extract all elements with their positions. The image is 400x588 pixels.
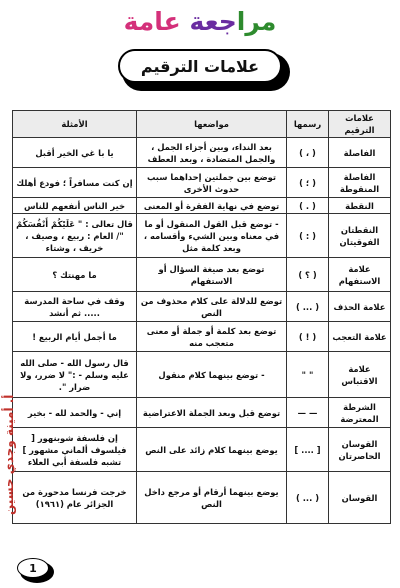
rule-name: الفاصلة: [329, 138, 391, 168]
rule-example: ما أجمل أيام الربيع !: [13, 322, 137, 352]
table-row: [13, 472, 391, 524]
rule-example: يا با غي الخير أقبل: [13, 138, 137, 168]
col-header-symbol: رسمها: [287, 111, 329, 138]
rule-usage: توضع بعد كلمة أو جملة أو معنى متعجب منه: [137, 322, 287, 352]
rule-usage: يوضع بينهما أرقام أو مرجع داخل النص: [137, 472, 287, 524]
section-badge: [118, 49, 282, 83]
table-row: [13, 214, 391, 258]
rule-name: القوسان الحاصرتان: [329, 428, 391, 472]
rule-usage: توضع بين جملتين إحداهما سبب حدوث الأخرى: [137, 168, 287, 198]
rule-symbol: " ": [287, 352, 329, 398]
rule-name: علامة الحذف: [329, 292, 391, 322]
rule-example: وقف في ساحة المدرسة ..... ثم أنشد: [13, 292, 137, 322]
section-badge-label: علامات الترقيم: [140, 56, 260, 76]
page-number: [17, 558, 49, 578]
page-title: [0, 4, 400, 40]
rule-usage: يوضع بينهما كلام زائد على النص: [137, 428, 287, 472]
rule-symbol: ( . ): [287, 198, 329, 214]
table-row: [13, 322, 391, 352]
rule-usage: - توضع قبل القول المنقول أو ما في معناه وبين الشيء وأقسامه ، وبعد كلمة مثل: [137, 214, 287, 258]
rule-name: علامة الاقتباس: [329, 352, 391, 398]
rule-symbol: ( ؟ ): [287, 258, 329, 292]
rule-example: ما مهنتك ؟: [13, 258, 137, 292]
table-row: [13, 428, 391, 472]
rule-example: قال تعالى : " عَلَيْكُمْ أَنْفُسَكُمْ "/ العام : ربيع ، وصيف ، خريف ، وشتاء: [13, 214, 137, 258]
rule-name: القوسان: [329, 472, 391, 524]
title-part-1: مرا: [236, 7, 277, 36]
rule-symbol: ( ، ): [287, 138, 329, 168]
col-header-name: علامات الترقيم: [329, 111, 391, 138]
table-row: [13, 198, 391, 214]
rule-usage: توضع بعد صيغة السؤال أو الاستفهام: [137, 258, 287, 292]
rule-name: الشرطة المعترضة: [329, 398, 391, 428]
table-row: [13, 138, 391, 168]
table-row: [13, 292, 391, 322]
page-number-label: 1: [29, 561, 37, 575]
author-credit: أ. أمينة وجدي حسين: [2, 394, 16, 516]
rule-name: النقطتان الفوقيتان: [329, 214, 391, 258]
rule-name: النقطة: [329, 198, 391, 214]
rule-symbol: ( ! ): [287, 322, 329, 352]
rule-symbol: ( ... ): [287, 292, 329, 322]
table-row: [13, 352, 391, 398]
rule-symbol: [ .... ]: [287, 428, 329, 472]
rule-usage: بعد النداء، وبين أجزاء الجمل ، والجمل المتضادة ، وبعد العطف: [137, 138, 287, 168]
rule-usage: توضع للدلالة على كلام محذوف من النص: [137, 292, 287, 322]
rule-example: إني - والحمد لله - بخير: [13, 398, 137, 428]
rule-example: خرجت فرنسا مدحورة من الجزائر عام (١٩٦١): [13, 472, 137, 524]
rule-usage: توضع قبل وبعد الجملة الاعتراضية: [137, 398, 287, 428]
rule-symbol: — —: [287, 398, 329, 428]
rule-example: قال رسول الله - صلى الله عليه وسلم - :" لا ضرر، ولا ضرار ".: [13, 352, 137, 398]
rule-name: علامة الاستفهام: [329, 258, 391, 292]
punctuation-table: [12, 110, 391, 524]
table-row: [13, 258, 391, 292]
table-header-row: [13, 111, 391, 138]
table-row: [13, 398, 391, 428]
rule-symbol: ( : ): [287, 214, 329, 258]
rule-example: خير الناس أنفعهم للناس: [13, 198, 137, 214]
rule-usage: توضع في نهاية الفقرة أو المعنى: [137, 198, 287, 214]
rule-symbol: ( ... ): [287, 472, 329, 524]
title-part-2: جعة: [189, 7, 237, 36]
rule-example: إن كنت مسافراً ؛ فودع أهلك: [13, 168, 137, 198]
col-header-usage: مواضعها: [137, 111, 287, 138]
rule-name: علامة التعجب: [329, 322, 391, 352]
col-header-examples: الأمثلة: [13, 111, 137, 138]
rule-example: إن فلسفة شوبنهور [ فيلسوف ألماني مشهور ] تشبه فلسفة أبي العلاء: [13, 428, 137, 472]
rule-usage: - توضع بينهما كلام منقول: [137, 352, 287, 398]
title-part-3: عامة: [123, 7, 190, 36]
table-row: [13, 168, 391, 198]
rule-name: الفاصلة المنقوطة: [329, 168, 391, 198]
rule-symbol: ( ؛ ): [287, 168, 329, 198]
